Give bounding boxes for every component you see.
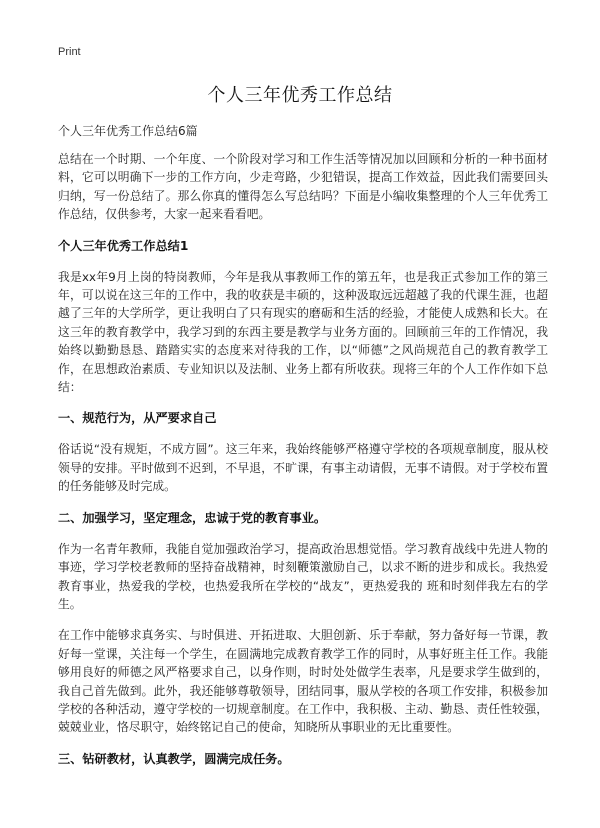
subsection-heading: 二、加强学习，坚定理念，忠诚于党的教育事业。 [58,510,327,525]
subsection-heading: 一、规范行为，从严要求自己 [58,411,217,426]
page-title: 个人三年优秀工作总结 [207,85,393,106]
body-paragraph: 在工作中能够求真务实、与时俱进、开拓进取、大胆创新、乐于奉献，努力备好每一节课，教好每一堂课，关注每一个学生，在圆满地完成教育教学工作的同时，从事好班主任工作。我能够用良好的师德之风严格要求自己，以身作则，时时处处做学生表率，凡是要求学生做到的，我自己首先做到。此外，我还能够尊敬领导，团结同事，服从学校的各项工作安排，积极参加学校的各种活动，遵守学校的一切规章制度。在工作中，我积极、主动、勤恳、责任性较强，兢兢业业，恪尽职守，始终铭记自己的使命，知晓所从事职业的无比重要性。 [58,628,548,735]
body-paragraph: 我是xx年9月上岗的特岗教师，今年是我从事教师工作的第五年，也是我正式参加工作的第三年，可以说在这三年的工作中，我的收获是丰硕的，这种汲取远远超越了我的代课生涯，也超越了三年的大学所学，更让我明白了只有现实的磨砺和生活的经验，才能使人成熟和长大。在这三年的教育教学中，我学习到的东西主要是教学与业务方面的。回顾前三年的工作情况，我始终以勤勤恳恳、踏踏实实的态度来对待我的工作，以“师德”之风尚规范自己的教育教学工作，在思想政治素质、专业知识以及法制、业务上都有所收获。现将三年的个人工作作如下总结： [58,269,548,395]
print-link[interactable]: Print [58,46,81,58]
document-subtitle: 个人三年优秀工作总结6篇 [58,124,198,138]
section-heading: 个人三年优秀工作总结1 [58,238,189,253]
body-paragraph: 俗话说“没有规矩，不成方圆”。这三年来，我始终能够严格遵守学校的各项规章制度，服从校领导的安排。平时做到不迟到，不早退，不旷课，有事主动请假，无事不请假。对于学校布置的任务能够及时完成。 [58,442,548,494]
document-body [58,150,548,781]
subsection-heading: 三、钻研教材，认真教学，圆满完成任务。 [58,751,290,766]
body-paragraph: 作为一名青年教师，我能自觉加强政治学习，提高政治思想觉悟。学习教育战线中先进人物的事迹，学习学校老教师的坚持奋战精神，时刻鞭策激励自己，以求不断的进步和成长。我热爱教育事业，热爱我的学校，也热爱我所在学校的“战友”，更热爱我的 班和时刻伴我左右的学生。 [58,541,548,611]
intro-paragraph: 总结在一个时期、一个年度、一个阶段对学习和工作生活等情况加以回顾和分析的一种书面材料，它可以明确下一步的工作方向，少走弯路，少犯错误，提高工作效益，因此我们需要回头归纳，写一份总结了。那么你真的懂得怎么写总结吗？下面是小编收集整理的个人三年优秀工作总结，仅供参考，大家一起来看看吧。 [58,152,548,222]
